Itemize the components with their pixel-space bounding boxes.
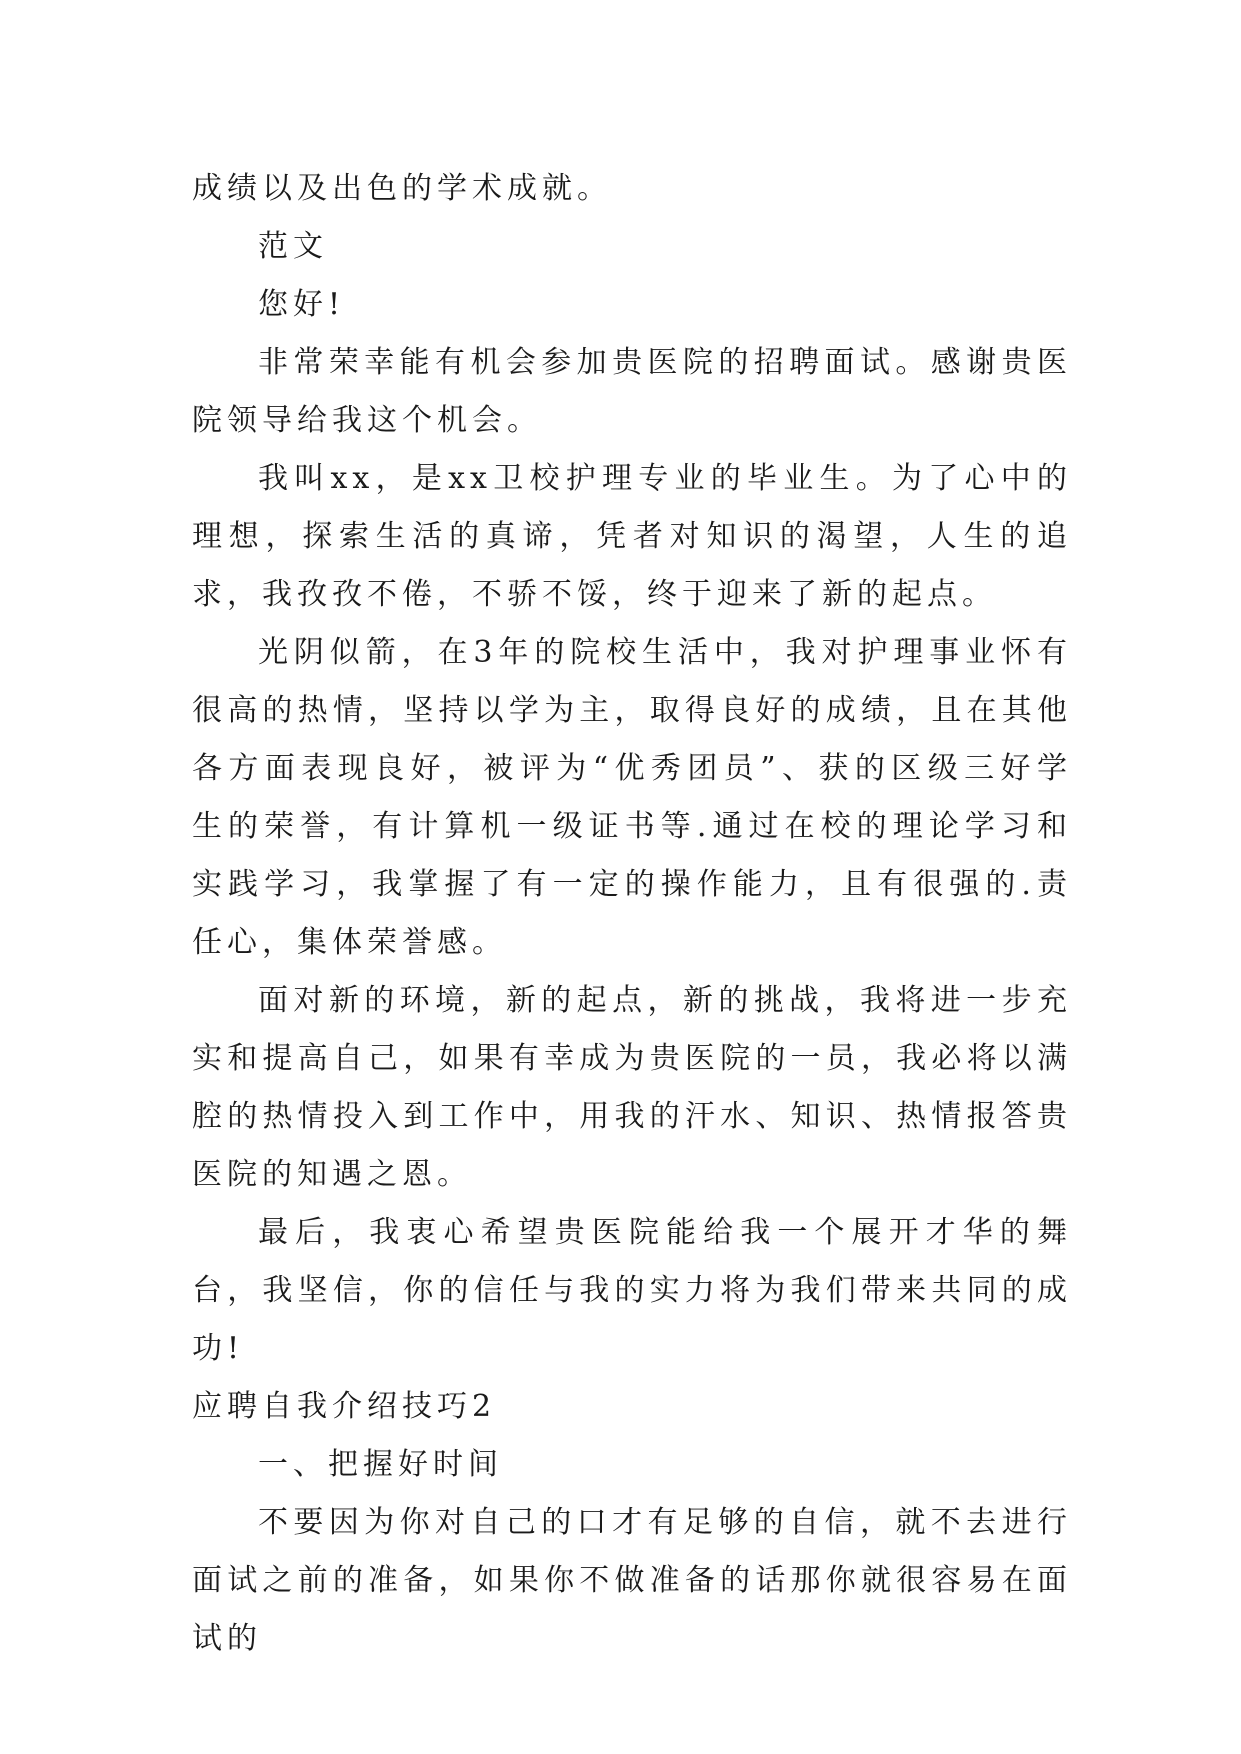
paragraph-introduction: 我叫xx，是xx卫校护理专业的毕业生。为了心中的理想，探索生活的真谛，凭者对知识的渴望，人生的追求，我孜孜不倦，不骄不馁，终于迎来了新的起点。 [192, 461, 1072, 612]
paragraph-school-life: 光阴似箭，在3年的院校生活中，我对护理事业怀有很高的热情，坚持以学为主，取得良好的成绩，且在其他各方面表现良好，被评为“优秀团员”、获的区级三好学生的荣誉，有计算机一级证书等.通过在校的理论学习和实践学习，我掌握了有一定的操作能力，且有很强的.责任心，集体荣誉感。 [192, 635, 1072, 960]
paragraph-greeting: 您好! [258, 287, 346, 322]
subheading-time: 一、把握好时间 [258, 1447, 503, 1482]
paragraph-sample-label: 范文 [258, 229, 328, 264]
paragraph-continuation: 成绩以及出色的学术成就。 [192, 171, 612, 206]
paragraph-new-challenge: 面对新的环境，新的起点，新的挑战，我将进一步充实和提高自己，如果有幸成为贵医院的一员，我必将以满腔的热情投入到工作中，用我的汗水、知识、热情报答贵医院的知遇之恩。 [192, 983, 1072, 1192]
section-heading: 应聘自我介绍技巧2 [192, 1389, 497, 1424]
paragraph-thanks: 非常荣幸能有机会参加贵医院的招聘面试。感谢贵医院领导给我这个机会。 [192, 345, 1072, 438]
document-body [192, 160, 1072, 1668]
paragraph-closing: 最后，我衷心希望贵医院能给我一个展开才华的舞台，我坚信，你的信任与我的实力将为我们带来共同的成功! [192, 1215, 1072, 1366]
paragraph-preparation: 不要因为你对自己的口才有足够的自信，就不去进行面试之前的准备，如果你不做准备的话那你就很容易在面试的 [192, 1505, 1072, 1656]
